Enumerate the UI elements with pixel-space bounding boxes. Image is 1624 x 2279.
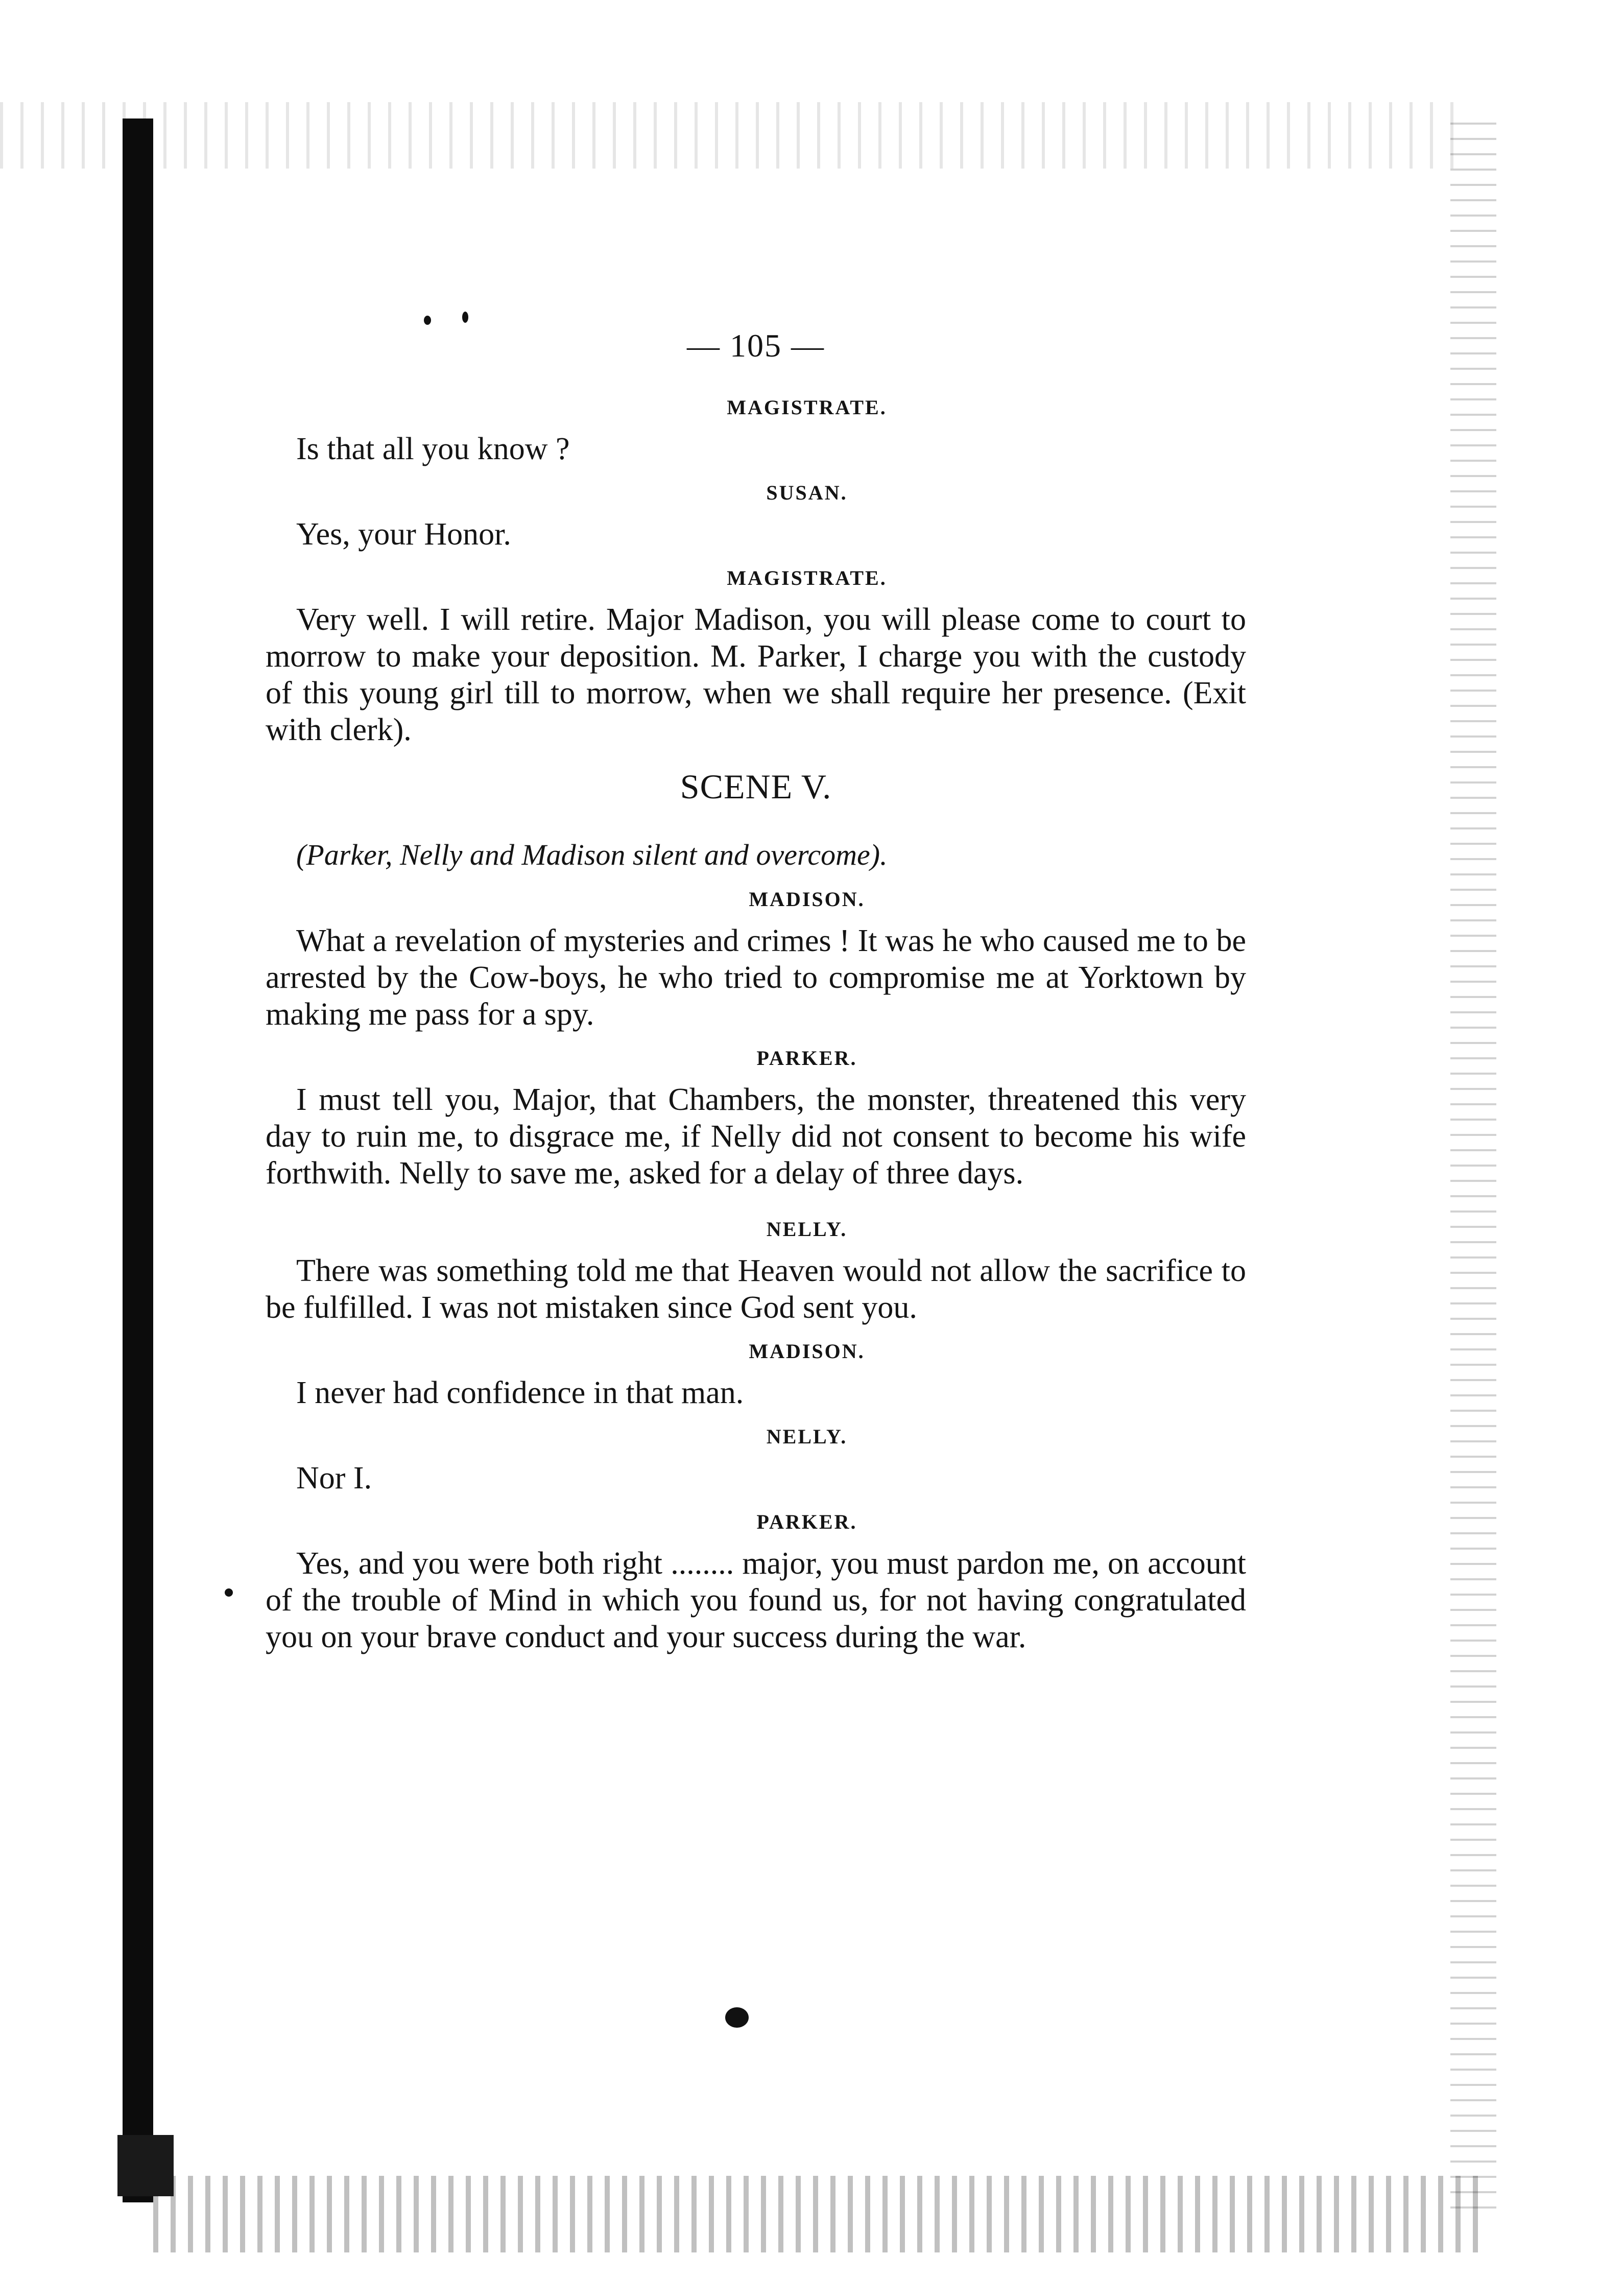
speech-text: I never had confidence in that man. [296,1375,744,1410]
binding-shadow [123,118,153,2202]
ink-blot [725,2007,749,2028]
speech-text: There was something told me that Heaven would not allow the sacrifice to be fulfilled. I was not mistaken since God sent you. [266,1253,1246,1325]
ink-blot [424,316,431,325]
scan-noise-top [0,102,1471,169]
page-text-column [266,327,1246,1655]
scene-heading: SCENE V. [680,767,832,806]
stage-direction: (Parker, Nelly and Madison silent and overcome). [296,838,888,871]
speaker-label: PARKER. [756,1047,857,1070]
speech-text: I must tell you, Major, that Chambers, the monster, threatened this very day to ruin me, to disgrace me, if Nelly did not consent to become his wife forthwith. Nelly to save me, asked for a delay of three days. [266,1082,1246,1191]
scan-noise-right [1450,123,1496,2217]
speech-text: What a revelation of mysteries and crimes ! It was he who caused me to be arrested by the Cow-boys, he who tried to compromise me at Yorktown by making me pass for a spy. [266,923,1246,1032]
speaker-label: MADISON. [749,1340,865,1363]
speaker-label: MAGISTRATE. [727,566,887,589]
speech-text: Yes, your Honor. [296,517,511,552]
speaker-label: SUSAN. [766,481,848,504]
speech-text: Yes, and you were both right ........ major, you must pardon me, on account of the trouble of Mind in which you found us, for not having congratulated you on your brave conduct and your success during the war. [266,1546,1246,1654]
speech-text: Nor I. [296,1461,372,1495]
binding-shadow-foot [117,2135,174,2196]
speaker-label: MADISON. [749,888,865,911]
speech-text: Is that all you know ? [296,432,570,466]
speaker-label: NELLY. [766,1425,848,1448]
speech-text: Very well. I will retire. Major Madison, you will please come to court to morrow to make your deposition. M. Parker, I charge you with the custody of this young girl till to morrow, when we shall require her presence. (Exit with clerk). [266,602,1246,747]
speaker-label: PARKER. [756,1510,857,1533]
page-number: — 105 — [687,327,825,364]
ink-blot [225,1588,233,1597]
speaker-label: NELLY. [766,1218,848,1241]
scan-noise-bottom [153,2176,1481,2252]
speaker-label: MAGISTRATE. [727,396,887,419]
ink-blot [462,312,468,323]
